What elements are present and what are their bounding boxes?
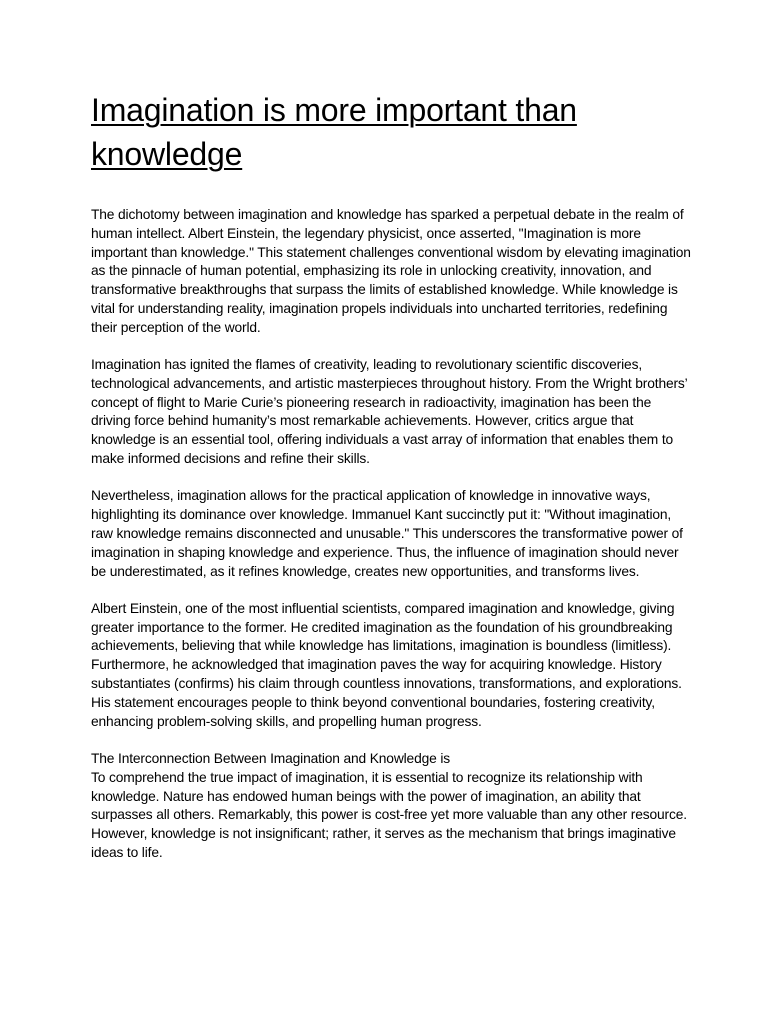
section-heading: The Interconnection Between Imagination and Knowledge is <box>91 750 450 766</box>
paragraph-1: The dichotomy between imagination and knowledge has sparked a perpetual debate in the realm of human intellect. Albert Einstein, the legendary physicist, once asserted, "Imagination is more important than knowledge." This statement challenges conventional wisdom by elevating imagination as the pinnacle of human potential, emphasizing its role in unlocking creativity, innovation, and transformative breakthroughs that surpass the limits of established knowledge. While knowledge is vital for understanding reality, imagination propels individuals into uncharted territories, redefining their perception of the world. <box>91 207 691 335</box>
document-title: Imagination is more important than knowledge <box>91 92 577 172</box>
document-body <box>91 206 691 863</box>
document-page <box>91 88 691 881</box>
paragraph-2: Imagination has ignited the flames of creativity, leading to revolutionary scientific discoveries, technological advancements, and artistic masterpieces throughout history. From the Wright brothers’ concept of flight to Marie Curie’s pioneering research in radioactivity, imagination has been the driving force behind humanity’s most remarkable achievements. However, critics argue that knowledge is an essential tool, offering individuals a vast array of information that enables them to make informed decisions and refine their skills. <box>91 357 688 467</box>
paragraph-4: Albert Einstein, one of the most influential scientists, compared imagination and knowledge, giving greater importance to the former. He credited imagination as the foundation of his groundbreaking achievements, believing that while knowledge has limitations, imagination is boundless (limitless). Furthermore, he acknowledged that imagination paves the way for acquiring knowledge. History substantiates (confirms) his claim through countless innovations, transformations, and explorations. His statement encourages people to think beyond conventional boundaries, fostering creativity, enhancing problem-solving skills, and propelling human progress. <box>91 600 682 729</box>
section-paragraph: To comprehend the true impact of imagination, it is essential to recognize its relationship with knowledge. Nature has endowed human beings with the power of imagination, an ability that surpasses all others. Remarkably, this power is cost-free yet more valuable than any other resource. However, knowledge is not insignificant; rather, it serves as the mechanism that brings imaginative ideas to life. <box>91 769 687 860</box>
paragraph-3: Nevertheless, imagination allows for the practical application of knowledge in innovative ways, highlighting its dominance over knowledge. Immanuel Kant succinctly put it: "Without imagination, raw knowledge remains disconnected and unusable." This underscores the transformative power of imagination in shaping knowledge and experience. Thus, the influence of imagination should never be underestimated, as it refines knowledge, creates new opportunities, and transforms lives. <box>91 488 683 579</box>
